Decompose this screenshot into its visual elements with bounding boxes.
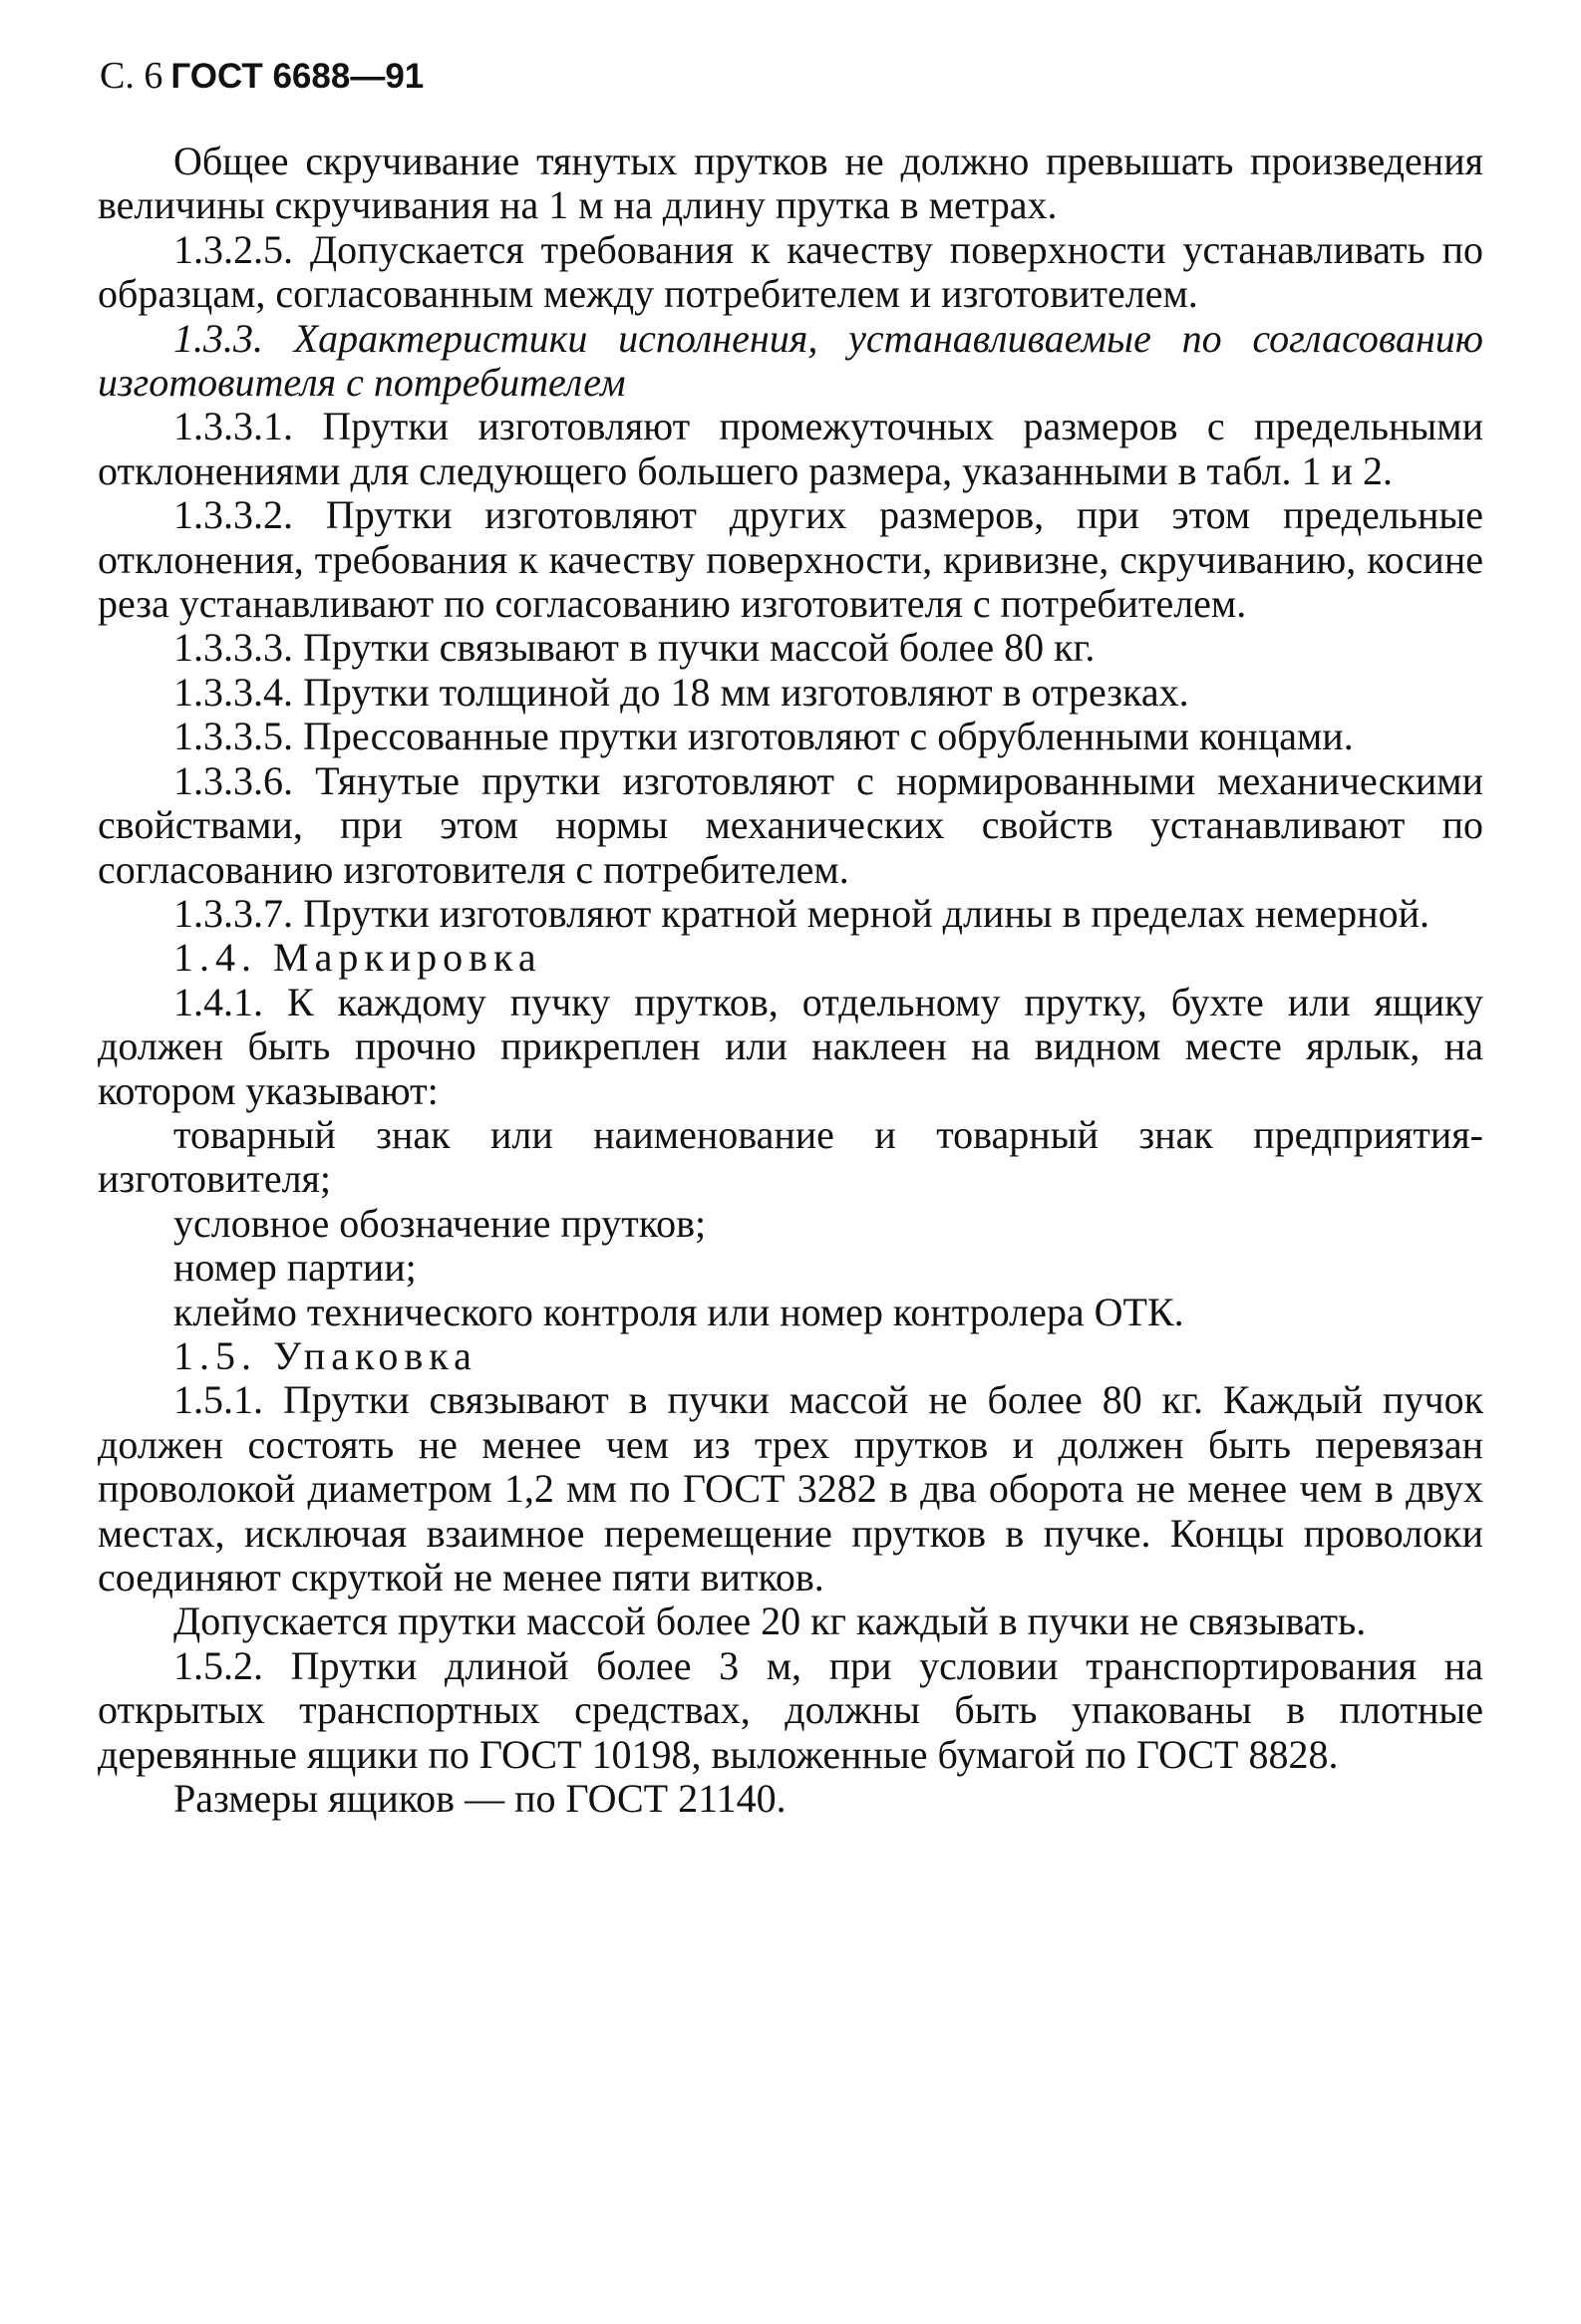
paragraph-box-sizes: Размеры ящиков — по ГОСТ 21140. (173, 1776, 787, 1822)
paragraph-bundling-exception: Допускается прутки массой более 20 кг каждый в пучки не связывать. (173, 1598, 1367, 1644)
page-number: С. 6 (100, 55, 163, 97)
document-body (98, 140, 1483, 1821)
paragraph-1-3-3-3: 1.3.3.3. Прутки связывают в пучки массой более 80 кг. (173, 625, 1096, 671)
paragraph-1-3-2-5: 1.3.2.5. Допускается требования к качеству поверхности устанавливать по образцам, согласованным между потребителем и изготовителем. (98, 226, 1483, 317)
list-item-batch-number: номер партии; (173, 1245, 417, 1291)
list-item-designation: условное обозначение прутков; (173, 1200, 707, 1246)
paragraph-1-3-3-5: 1.3.3.5. Прессованные прутки изготовляют с обрубленными концами. (173, 714, 1354, 759)
paragraph-1-4-1: 1.4.1. К каждому пучку прутков, отдельному прутку, бухте или ящику должен быть прочно прикреплен или наклеен на видном месте ярлык, на котором указывают: (98, 979, 1483, 1113)
section-heading-1-3-3: 1.3.3. Характеристики исполнения, устанавливаемые по согласованию изготовителя с потребителем (98, 315, 1483, 406)
paragraph-1-3-3-1: 1.3.3.1. Прутки изготовляют промежуточных размеров с предельными отклонениями для следующего большего размера, указанными в табл. 1 и 2. (98, 404, 1483, 493)
section-heading-marking: 1.4. Маркировка (173, 935, 542, 981)
section-heading-packing: 1.5. Упаковка (173, 1332, 477, 1378)
page-header (100, 52, 424, 101)
paragraph-1-3-3-2: 1.3.3.2. Прутки изготовляют других размеров, при этом предельные отклонения, требования к качеству поверхности, кривизне, скручиванию, косине реза устанавливают по согласованию изготовителя с потребителем. (98, 492, 1483, 627)
paragraph-1-5-2: 1.5.2. Прутки длиной более 3 м, при условии транспортирования на открытых транспортных средствах, должны быть упакованы в плотные деревянные ящики по ГОСТ 10198, выложенные бумагой по ГОСТ 8828. (98, 1642, 1483, 1777)
paragraph-1-3-3-4: 1.3.3.4. Прутки толщиной до 18 мм изготовляют в отрезках. (173, 669, 1189, 715)
paragraph-1-5-1: 1.5.1. Прутки связывают в пучки массой не более 80 кг. Каждый пучок должен состоять не менее чем из трех прутков и должен быть перевязан проволокой диаметром 1,2 мм по ГОСТ 3282 в два оборота не менее чем в двух местах, исключая взаимное перемещение прутков в пучке. Концы проволоки соединяют скруткой не менее пяти витков. (98, 1377, 1483, 1599)
paragraph-1-3-3-6: 1.3.3.6. Тянутые прутки изготовляют с нормированными механическими свойствами, при этом нормы механических свойств устанавливают по согласованию изготовителя с потребителем. (98, 757, 1483, 892)
list-item-trademark: товарный знак или наименование и товарный знак предприятия-изготовителя; (98, 1111, 1483, 1202)
paragraph-1-3-3-7: 1.3.3.7. Прутки изготовляют кратной мерной длины в пределах немерной. (173, 890, 1429, 936)
list-item-inspection-stamp: клеймо технического контроля или номер контролера ОТК. (173, 1289, 1184, 1334)
paragraph-twist-total: Общее скручивание тянутых прутков не должно превышать произведения величины скручивания на 1 м на длину прутка в метрах. (98, 139, 1483, 228)
standard-designation: ГОСТ 6688—91 (170, 57, 425, 96)
